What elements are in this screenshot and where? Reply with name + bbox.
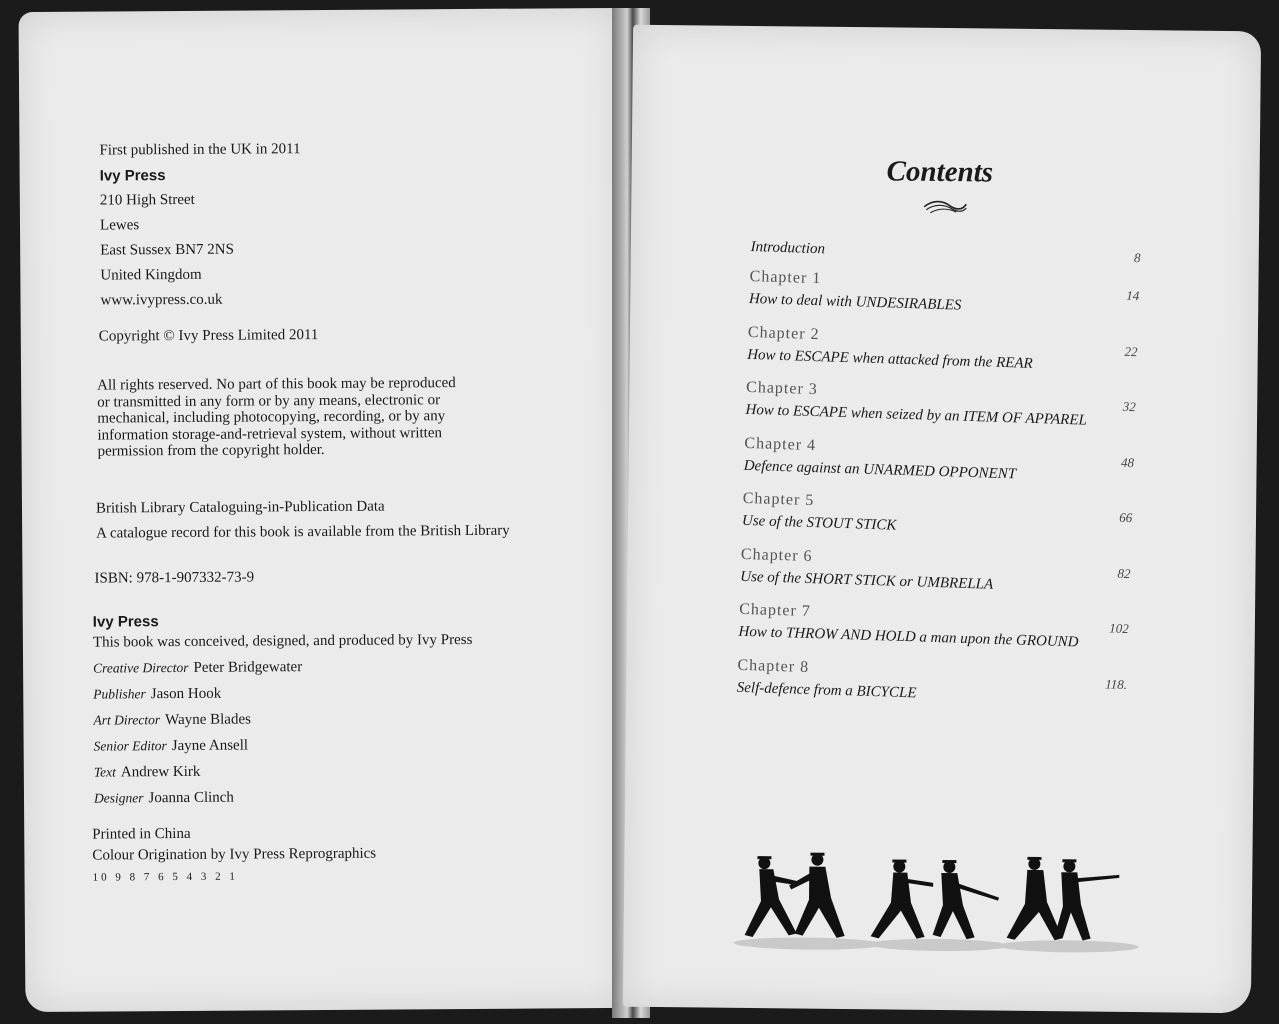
rights-line: permission from the copyright holder. — [97, 441, 325, 460]
credit-name: Andrew Kirk — [120, 763, 201, 781]
credit-role: Art Director — [93, 712, 161, 728]
credit-name: Peter Bridgewater — [193, 659, 303, 676]
printing-block — [92, 823, 376, 889]
copyright-page — [19, 8, 626, 1012]
rights-line: All rights reserved. No part of this book may be reproduced — [97, 375, 456, 394]
fencing-figures-illustration — [718, 851, 1139, 955]
toc-page-number: 66 — [1119, 509, 1133, 526]
credit-line — [94, 757, 474, 786]
credits-block — [93, 607, 474, 812]
print-line: 10 9 8 7 6 5 4 3 2 1 — [92, 870, 238, 884]
toc-page-number: 48 — [1120, 454, 1135, 470]
toc-page-number: 8 — [1133, 250, 1141, 266]
contents-page — [623, 25, 1261, 1014]
toc-intro-label: Introduction — [750, 238, 826, 258]
toc-page-number: 118. — [1105, 675, 1128, 692]
toc-page-number: 32 — [1122, 398, 1137, 415]
first-published: First published in the UK in 2011 — [99, 141, 301, 159]
publisher-name: Ivy Press — [99, 167, 166, 185]
isbn: ISBN: 978-1-907332-73-9 — [94, 569, 255, 587]
publication-block — [99, 137, 301, 313]
rights-paragraph — [97, 375, 456, 460]
toc-chapter-label: Chapter 4 — [744, 434, 817, 454]
credit-role: Designer — [93, 790, 144, 806]
credit-name: Joanna Clinch — [148, 789, 234, 807]
address-line: 210 High Street — [99, 191, 195, 209]
ornament-icon — [922, 198, 968, 216]
toc-chapter-label: Chapter 3 — [745, 378, 819, 399]
toc-chapter-title: Self-defence from a BICYCLE — [736, 679, 917, 701]
toc-chapter-label: Chapter 1 — [749, 267, 822, 288]
toc-chapter-title: How to ESCAPE when seized by an ITEM OF APPAREL — [745, 401, 1088, 429]
toc-entry[interactable] — [736, 654, 1128, 722]
toc-page-number: 82 — [1117, 565, 1131, 581]
toc-chapter-label: Chapter 6 — [740, 545, 813, 565]
printed-in: Printed in China — [92, 825, 191, 843]
toc-page-number: 14 — [1126, 287, 1140, 304]
toc-chapter-title: How to deal with UNDESIRABLES — [748, 290, 962, 314]
toc-chapter-label: Chapter 2 — [747, 323, 820, 343]
toc-chapter-label: Chapter 7 — [738, 600, 812, 621]
toc-chapter-title: Use of the STOUT STICK — [741, 512, 897, 534]
table-of-contents — [736, 236, 1141, 722]
credit-role: Creative Director — [93, 659, 189, 676]
credit-role: Senior Editor — [93, 738, 167, 754]
toc-chapter-title: Defence against an UNARMED OPPONENT — [743, 457, 1017, 482]
website: www.ivypress.co.uk — [100, 291, 223, 309]
credit-line — [93, 705, 473, 734]
contents-title: Contents — [886, 155, 994, 189]
isbn-block — [94, 565, 254, 591]
credit-line — [93, 653, 473, 682]
origination: Colour Origination by Ivy Press Reprographics — [92, 845, 377, 864]
credit-line — [94, 731, 474, 760]
copyright-line — [99, 323, 319, 350]
toc-chapter-title: How to ESCAPE when attacked from the REAR — [746, 346, 1033, 372]
publisher-name-2: Ivy Press — [92, 613, 159, 631]
toc-chapter-title: Use of the SHORT STICK or UMBRELLA — [740, 568, 994, 593]
cip-title: British Library Cataloguing-in-Publication Data — [95, 498, 385, 517]
toc-page-number: 102 — [1109, 620, 1130, 637]
rights-line: mechanical, including photocopying, recording, or by any — [97, 408, 446, 427]
copyright-text: Copyright © Ivy Press Limited 2011 — [98, 327, 319, 345]
address-line: Lewes — [99, 217, 140, 234]
conceived-line: This book was conceived, designed, and produced by Ivy Press — [92, 631, 473, 651]
cip-text: A catalogue record for this book is available from the British Library — [96, 522, 510, 542]
credit-line — [93, 679, 473, 708]
toc-page-number: 22 — [1124, 343, 1138, 359]
toc-chapter-title: How to THROW AND HOLD a man upon the GROUND — [738, 623, 1079, 651]
toc-chapter-label: Chapter 5 — [742, 489, 815, 510]
credit-line — [94, 783, 474, 812]
credit-name: Jayne Ansell — [171, 737, 249, 755]
address-line: East Sussex BN7 2NS — [100, 241, 235, 259]
credit-name: Wayne Blades — [165, 711, 252, 729]
cip-block — [96, 494, 510, 547]
rights-line: information storage-and-retrieval system, without written — [97, 424, 443, 444]
credit-name: Jason Hook — [150, 685, 222, 703]
toc-chapter-label: Chapter 8 — [737, 656, 810, 676]
credit-role: Publisher — [93, 686, 146, 702]
credit-role: Text — [93, 764, 116, 780]
address-line: United Kingdom — [100, 266, 202, 284]
rights-line: or transmitted in any form or by any means, electronic or — [97, 391, 441, 411]
